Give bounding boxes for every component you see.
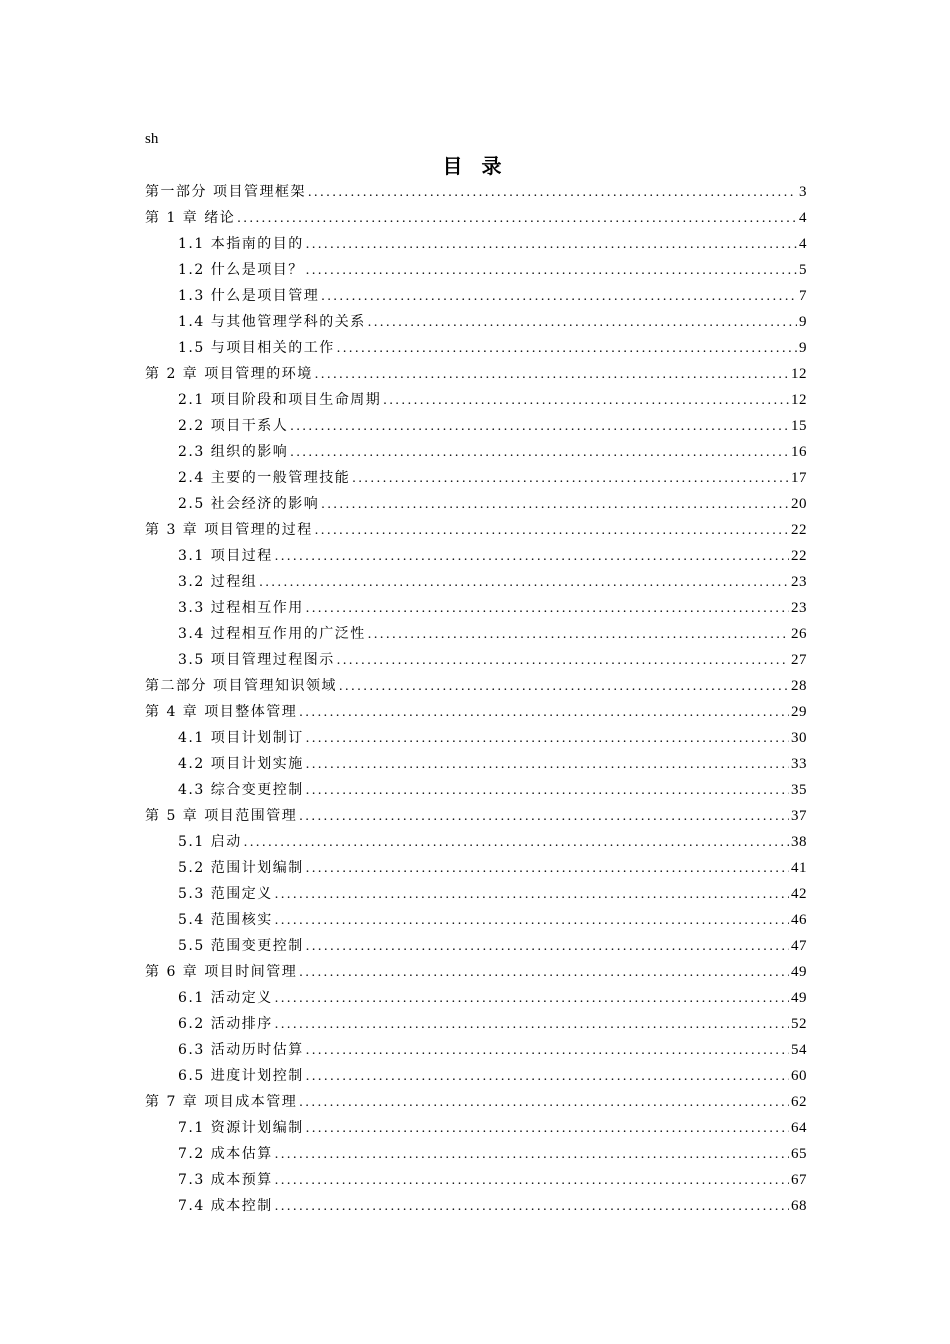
toc-dot-leader <box>275 1012 789 1038</box>
toc-dot-leader <box>275 986 789 1012</box>
toc-entry-page-number: 9 <box>799 314 807 330</box>
toc-entry-page-number: 33 <box>791 756 807 772</box>
toc-entry-label: 5.1 启动 <box>178 834 242 850</box>
toc-entry-page-number: 60 <box>791 1068 807 1084</box>
toc-entry[interactable] <box>145 205 807 231</box>
toc-entry-page-number: 41 <box>791 860 807 876</box>
toc-dot-leader <box>383 388 789 414</box>
toc-entry[interactable] <box>145 1011 807 1037</box>
toc-entry[interactable] <box>145 309 807 335</box>
toc-entry[interactable] <box>145 283 807 309</box>
toc-entry-page-number: 26 <box>791 626 807 642</box>
toc-dot-leader <box>308 180 797 206</box>
toc-entry[interactable] <box>145 1115 807 1141</box>
toc-entry-page-number: 27 <box>791 652 807 668</box>
toc-entry-page-number: 47 <box>791 938 807 954</box>
toc-entry-page-number: 5 <box>799 262 807 278</box>
toc-entry[interactable] <box>145 985 807 1011</box>
toc-entry-label: 6.3 活动历时估算 <box>178 1042 304 1058</box>
toc-entry-page-number: 12 <box>791 366 807 382</box>
toc-entry-page-number: 7 <box>799 288 807 304</box>
toc-entry-label: 2.3 组织的影响 <box>178 444 289 460</box>
toc-entry-label: 3.3 过程相互作用 <box>178 600 304 616</box>
header-mark: sh <box>145 131 159 147</box>
toc-entry[interactable] <box>145 569 807 595</box>
toc-entry-label: 1.1 本指南的目的 <box>178 236 304 252</box>
toc-entry-label: 7.2 成本估算 <box>178 1146 273 1162</box>
toc-dot-leader <box>306 1038 789 1064</box>
toc-entry[interactable] <box>145 361 807 387</box>
toc-dot-leader <box>306 752 789 778</box>
toc-entry-page-number: 35 <box>791 782 807 798</box>
toc-entry-page-number: 67 <box>791 1172 807 1188</box>
toc-entry-label: 第 5 章 项目范围管理 <box>145 808 298 824</box>
toc-entry-label: 4.2 项目计划实施 <box>178 756 304 772</box>
toc-entry-page-number: 20 <box>791 496 807 512</box>
toc-entry-page-number: 30 <box>791 730 807 746</box>
toc-entry[interactable] <box>145 1167 807 1193</box>
toc-dot-leader <box>290 414 789 440</box>
toc-entry-label: 3.1 项目过程 <box>178 548 273 564</box>
toc-entry[interactable] <box>145 179 807 205</box>
toc-entry-label: 5.5 范围变更控制 <box>178 938 304 954</box>
toc-entry-label: 7.4 成本控制 <box>178 1198 273 1214</box>
toc-entry-label: 4.1 项目计划制订 <box>178 730 304 746</box>
toc-entry-page-number: 52 <box>791 1016 807 1032</box>
toc-entry-page-number: 65 <box>791 1146 807 1162</box>
toc-entry-page-number: 38 <box>791 834 807 850</box>
toc-dot-leader <box>306 258 797 284</box>
toc-entry-label: 6.2 活动排序 <box>178 1016 273 1032</box>
toc-entry[interactable] <box>145 881 807 907</box>
toc-entry-label: 第 7 章 项目成本管理 <box>145 1094 298 1110</box>
toc-entry-label: 第 1 章 绪论 <box>145 210 236 226</box>
toc-entry-page-number: 17 <box>791 470 807 486</box>
toc-entry-label: 1.2 什么是项目？ <box>178 262 304 278</box>
toc-entry[interactable] <box>145 855 807 881</box>
toc-entry[interactable] <box>145 1193 807 1219</box>
toc-entry[interactable] <box>145 517 807 543</box>
toc-entry[interactable] <box>145 387 807 413</box>
toc-dot-leader <box>306 856 789 882</box>
toc-entry-label: 6.5 进度计划控制 <box>178 1068 304 1084</box>
toc-entry-label: 7.1 资源计划编制 <box>178 1120 304 1136</box>
toc-dot-leader <box>315 362 789 388</box>
toc-entry-label: 第二部分 项目管理知识领域 <box>145 678 337 694</box>
toc-entry-page-number: 22 <box>791 548 807 564</box>
toc-dot-leader <box>299 1090 789 1116</box>
toc-entry[interactable] <box>145 647 807 673</box>
toc-entry-page-number: 29 <box>791 704 807 720</box>
toc-entry[interactable] <box>145 595 807 621</box>
toc-dot-leader <box>275 1142 789 1168</box>
toc-entry[interactable] <box>145 439 807 465</box>
toc-dot-leader <box>306 1116 789 1142</box>
toc-dot-leader <box>306 934 789 960</box>
toc-entry-page-number: 16 <box>791 444 807 460</box>
toc-dot-leader <box>339 674 789 700</box>
toc-dot-leader <box>244 830 789 856</box>
toc-entry-label: 第 4 章 项目整体管理 <box>145 704 298 720</box>
toc-entry-page-number: 62 <box>791 1094 807 1110</box>
toc-entry-label: 2.1 项目阶段和项目生命周期 <box>178 392 382 408</box>
toc-dot-leader <box>275 1194 789 1220</box>
toc-dot-leader <box>306 232 797 258</box>
toc-entry-page-number: 49 <box>791 964 807 980</box>
toc-entry[interactable] <box>145 257 807 283</box>
toc-entry[interactable] <box>145 491 807 517</box>
toc-entry-page-number: 12 <box>791 392 807 408</box>
toc-entry[interactable] <box>145 231 807 257</box>
toc-entry[interactable] <box>145 1063 807 1089</box>
toc-entry-label: 第一部分 项目管理框架 <box>145 184 306 200</box>
toc-entry-label: 1.5 与项目相关的工作 <box>178 340 335 356</box>
toc-entry-label: 5.2 范围计划编制 <box>178 860 304 876</box>
toc-entry-label: 5.3 范围定义 <box>178 886 273 902</box>
toc-dot-leader <box>290 440 789 466</box>
toc-entry[interactable] <box>145 725 807 751</box>
toc-entry[interactable] <box>145 933 807 959</box>
toc-dot-leader <box>237 206 797 232</box>
toc-entry[interactable] <box>145 829 807 855</box>
toc-entry[interactable] <box>145 465 807 491</box>
toc-entry-label: 1.4 与其他管理学科的关系 <box>178 314 366 330</box>
toc-dot-leader <box>306 1064 789 1090</box>
toc-entry[interactable] <box>145 673 807 699</box>
toc-dot-leader <box>321 492 789 518</box>
toc-entry-label: 3.5 项目管理过程图示 <box>178 652 335 668</box>
toc-dot-leader <box>275 1168 789 1194</box>
toc-dot-leader <box>352 466 789 492</box>
toc-entry[interactable] <box>145 777 807 803</box>
toc-entry-label: 2.2 项目干系人 <box>178 418 289 434</box>
toc-entry[interactable] <box>145 699 807 725</box>
toc-entry[interactable] <box>145 543 807 569</box>
toc-dot-leader <box>306 778 789 804</box>
toc-entry[interactable] <box>145 959 807 985</box>
toc-entry-page-number: 23 <box>791 600 807 616</box>
toc-dot-leader <box>337 648 789 674</box>
toc-dot-leader <box>315 518 789 544</box>
toc-entry[interactable] <box>145 803 807 829</box>
toc-dot-leader <box>299 960 789 986</box>
toc-entry-page-number: 37 <box>791 808 807 824</box>
toc-entry[interactable] <box>145 335 807 361</box>
toc-entry-label: 5.4 范围核实 <box>178 912 273 928</box>
toc-entry-label: 4.3 综合变更控制 <box>178 782 304 798</box>
toc-dot-leader <box>337 336 797 362</box>
toc-entry-label: 6.1 活动定义 <box>178 990 273 1006</box>
toc-entry-label: 第 6 章 项目时间管理 <box>145 964 298 980</box>
toc-dot-leader <box>306 726 789 752</box>
toc-dot-leader <box>321 284 797 310</box>
toc-entry-label: 7.3 成本预算 <box>178 1172 273 1188</box>
table-of-contents <box>145 179 807 1219</box>
toc-dot-leader <box>275 908 789 934</box>
toc-dot-leader <box>259 570 789 596</box>
toc-entry-page-number: 9 <box>799 340 807 356</box>
toc-entry[interactable] <box>145 413 807 439</box>
toc-entry-page-number: 49 <box>791 990 807 1006</box>
toc-entry-page-number: 68 <box>791 1198 807 1214</box>
toc-entry[interactable] <box>145 751 807 777</box>
toc-entry[interactable] <box>145 1089 807 1115</box>
toc-entry[interactable] <box>145 1141 807 1167</box>
toc-dot-leader <box>306 596 789 622</box>
toc-entry-label: 3.4 过程相互作用的广泛性 <box>178 626 366 642</box>
toc-entry-page-number: 64 <box>791 1120 807 1136</box>
toc-entry-page-number: 3 <box>799 184 807 200</box>
toc-entry-label: 2.5 社会经济的影响 <box>178 496 320 512</box>
toc-entry[interactable] <box>145 1037 807 1063</box>
toc-entry-page-number: 15 <box>791 418 807 434</box>
toc-dot-leader <box>299 700 789 726</box>
toc-entry-page-number: 4 <box>799 210 807 226</box>
toc-entry-page-number: 23 <box>791 574 807 590</box>
toc-entry-label: 1.3 什么是项目管理 <box>178 288 320 304</box>
toc-entry-page-number: 42 <box>791 886 807 902</box>
toc-dot-leader <box>275 882 789 908</box>
toc-entry-page-number: 54 <box>791 1042 807 1058</box>
toc-entry-label: 第 3 章 项目管理的过程 <box>145 522 313 538</box>
toc-entry[interactable] <box>145 621 807 647</box>
toc-entry-label: 3.2 过程组 <box>178 574 258 590</box>
toc-entry-page-number: 28 <box>791 678 807 694</box>
toc-entry-page-number: 46 <box>791 912 807 928</box>
toc-entry[interactable] <box>145 907 807 933</box>
toc-dot-leader <box>368 622 789 648</box>
toc-title: 目 录 <box>442 154 508 178</box>
toc-entry-page-number: 4 <box>799 236 807 252</box>
toc-entry-page-number: 22 <box>791 522 807 538</box>
toc-entry-label: 2.4 主要的一般管理技能 <box>178 470 351 486</box>
toc-dot-leader <box>299 804 789 830</box>
toc-entry-label: 第 2 章 项目管理的环境 <box>145 366 313 382</box>
toc-dot-leader <box>368 310 797 336</box>
toc-dot-leader <box>275 544 789 570</box>
